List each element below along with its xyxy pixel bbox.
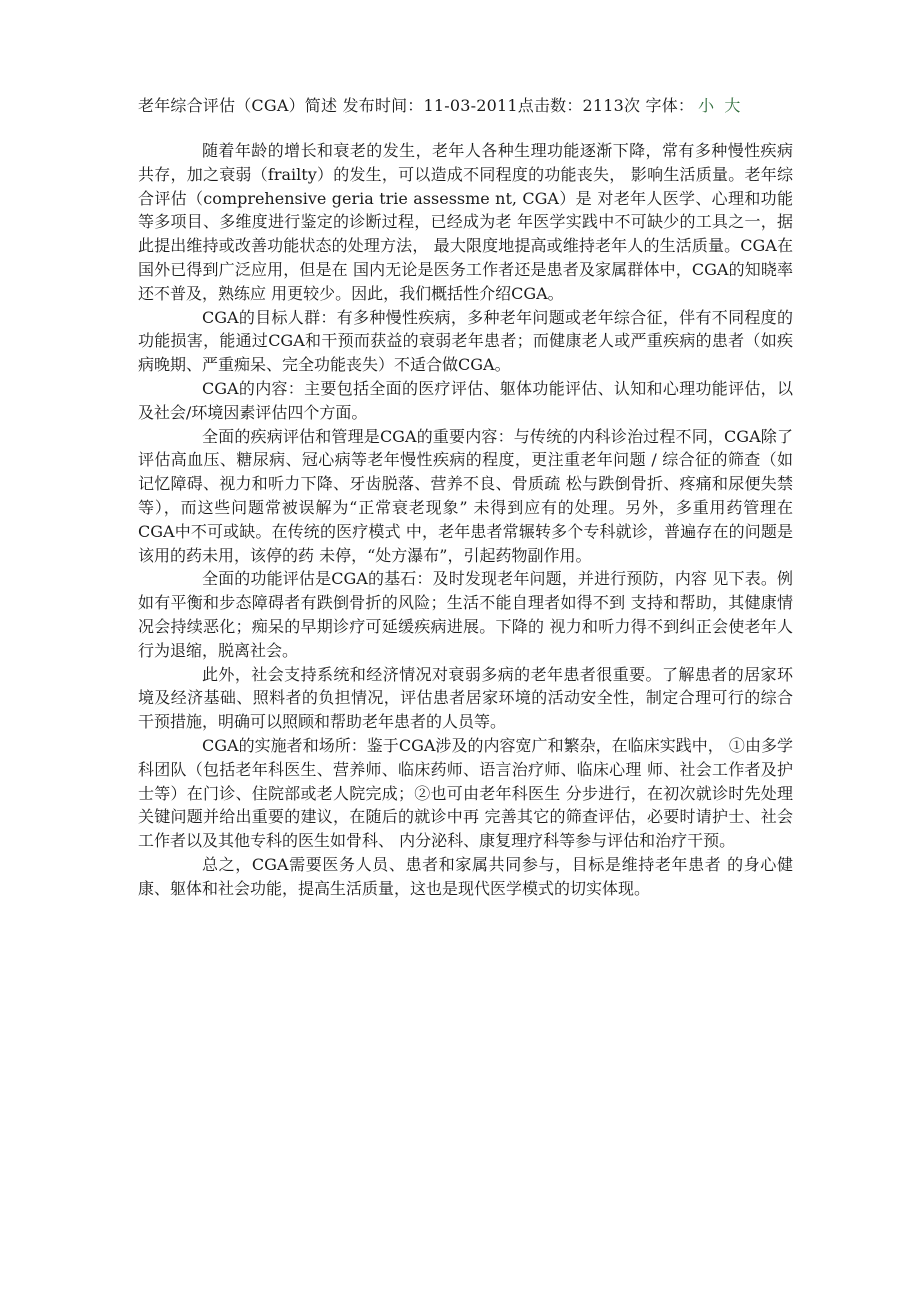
article-header <box>138 94 793 118</box>
paragraph-implementers: CGA的实施者和场所：鉴于CGA涉及的内容宽广和繁杂，在临床实践中， ①由多学科团队（包括老年科医生、营养师、临床药师、语言治疗师、临床心理 师、社会工作者及护士等）在门诊、住院部或老人院完成；②也可由老年科医生 分步进行，在初次就诊时先处理关键问题并给出重要的建议，在随后的就诊中再 完善其它的筛查评估，必要时请护士、社会工作者以及其他专科的医生如骨科、 内分泌科、康复理疗科等参与评估和治疗干预。 <box>138 735 793 851</box>
article-body <box>138 139 793 901</box>
article <box>138 94 793 901</box>
paragraph-contents: CGA的内容：主要包括全面的医疗评估、躯体功能评估、认知和心理功能评估，以及社会/环境因素评估四个方面。 <box>138 378 793 422</box>
font-size-small-link[interactable]: 小 <box>698 96 715 115</box>
paragraph-social-support: 此外，社会支持系统和经济情况对衰弱多病的老年患者很重要。了解患者的居家环境及经济基础、照料者的负担情况，评估患者居家环境的活动安全性，制定合理可行的综合干预措施，明确可以照顾和帮助老年患者的人员等。 <box>138 664 793 732</box>
font-size-large-link[interactable]: 大 <box>724 96 741 115</box>
article-title-meta: 老年综合评估（CGA）简述 发布时间：11-03-2011点击数：2113次 字体： <box>138 96 695 115</box>
paragraph-disease-assessment: 全面的疾病评估和管理是CGA的重要内容：与传统的内科诊治过程不同，CGA除了评估高血压、糖尿病、冠心病等老年慢性疾病的程度，更注重老年问题 / 综合征的筛查（如记忆障碍、视力和听力下降、牙齿脱落、营养不良、骨质疏 松与跌倒骨折、疼痛和尿便失禁等），而这些问题常被误解为“正常衰老现象” 未得到应有的处理。另外，多重用药管理在CGA中不可或缺。在传统的医疗模式 中，老年患者常辗转多个专科就诊，普遍存在的问题是该用的药未用，该停的药 未停，“处方瀑布”，引起药物副作用。 <box>138 426 793 565</box>
paragraph-target-population: CGA的目标人群：有多种慢性疾病，多种老年问题或老年综合征，伴有不同程度的功能损害，能通过CGA和干预而获益的衰弱老年患者；而健康老人或严重疾病的患者（如疾病晚期、严重痴呆、完全功能丧失）不适合做CGA。 <box>138 307 793 375</box>
paragraph-intro: 随着年龄的增长和衰老的发生，老年人各种生理功能逐渐下降，常有多种慢性疾病共存，加之衰弱（frailty）的发生，可以造成不同程度的功能丧失， 影响生活质量。老年综合评估（comprehensive geria trie assessme nt, CGA）是 对老年人医学、心理和功能等多项目、多维度进行鉴定的诊断过程，已经成为老 年医学实践中不可缺少的工具之一，据此提出维持或改善功能状态的处理方法， 最大限度地提高或维持老年人的生活质量。CGA在国外已得到广泛应用，但是在 国内无论是医务工作者还是患者及家属群体中，CGA的知晓率还不普及，熟练应 用更较少。因此，我们概括性介绍CGA。 <box>138 141 793 303</box>
paragraph-function-assessment: 全面的功能评估是CGA的基石：及时发现老年问题，并进行预防，内容 见下表。例如有平衡和步态障碍者有跌倒骨折的风险；生活不能自理者如得不到 支持和帮助，其健康情况会持续恶化；痴呆的早期诊疗可延缓疾病进展。下降的 视力和听力得不到纠正会使老年人行为退缩，脱离社会。 <box>138 569 793 660</box>
paragraph-conclusion: 总之，CGA需要医务人员、患者和家属共同参与，目标是维持老年患者 的身心健康、躯体和社会功能，提高生活质量，这也是现代医学模式的切实体现。 <box>138 854 793 898</box>
